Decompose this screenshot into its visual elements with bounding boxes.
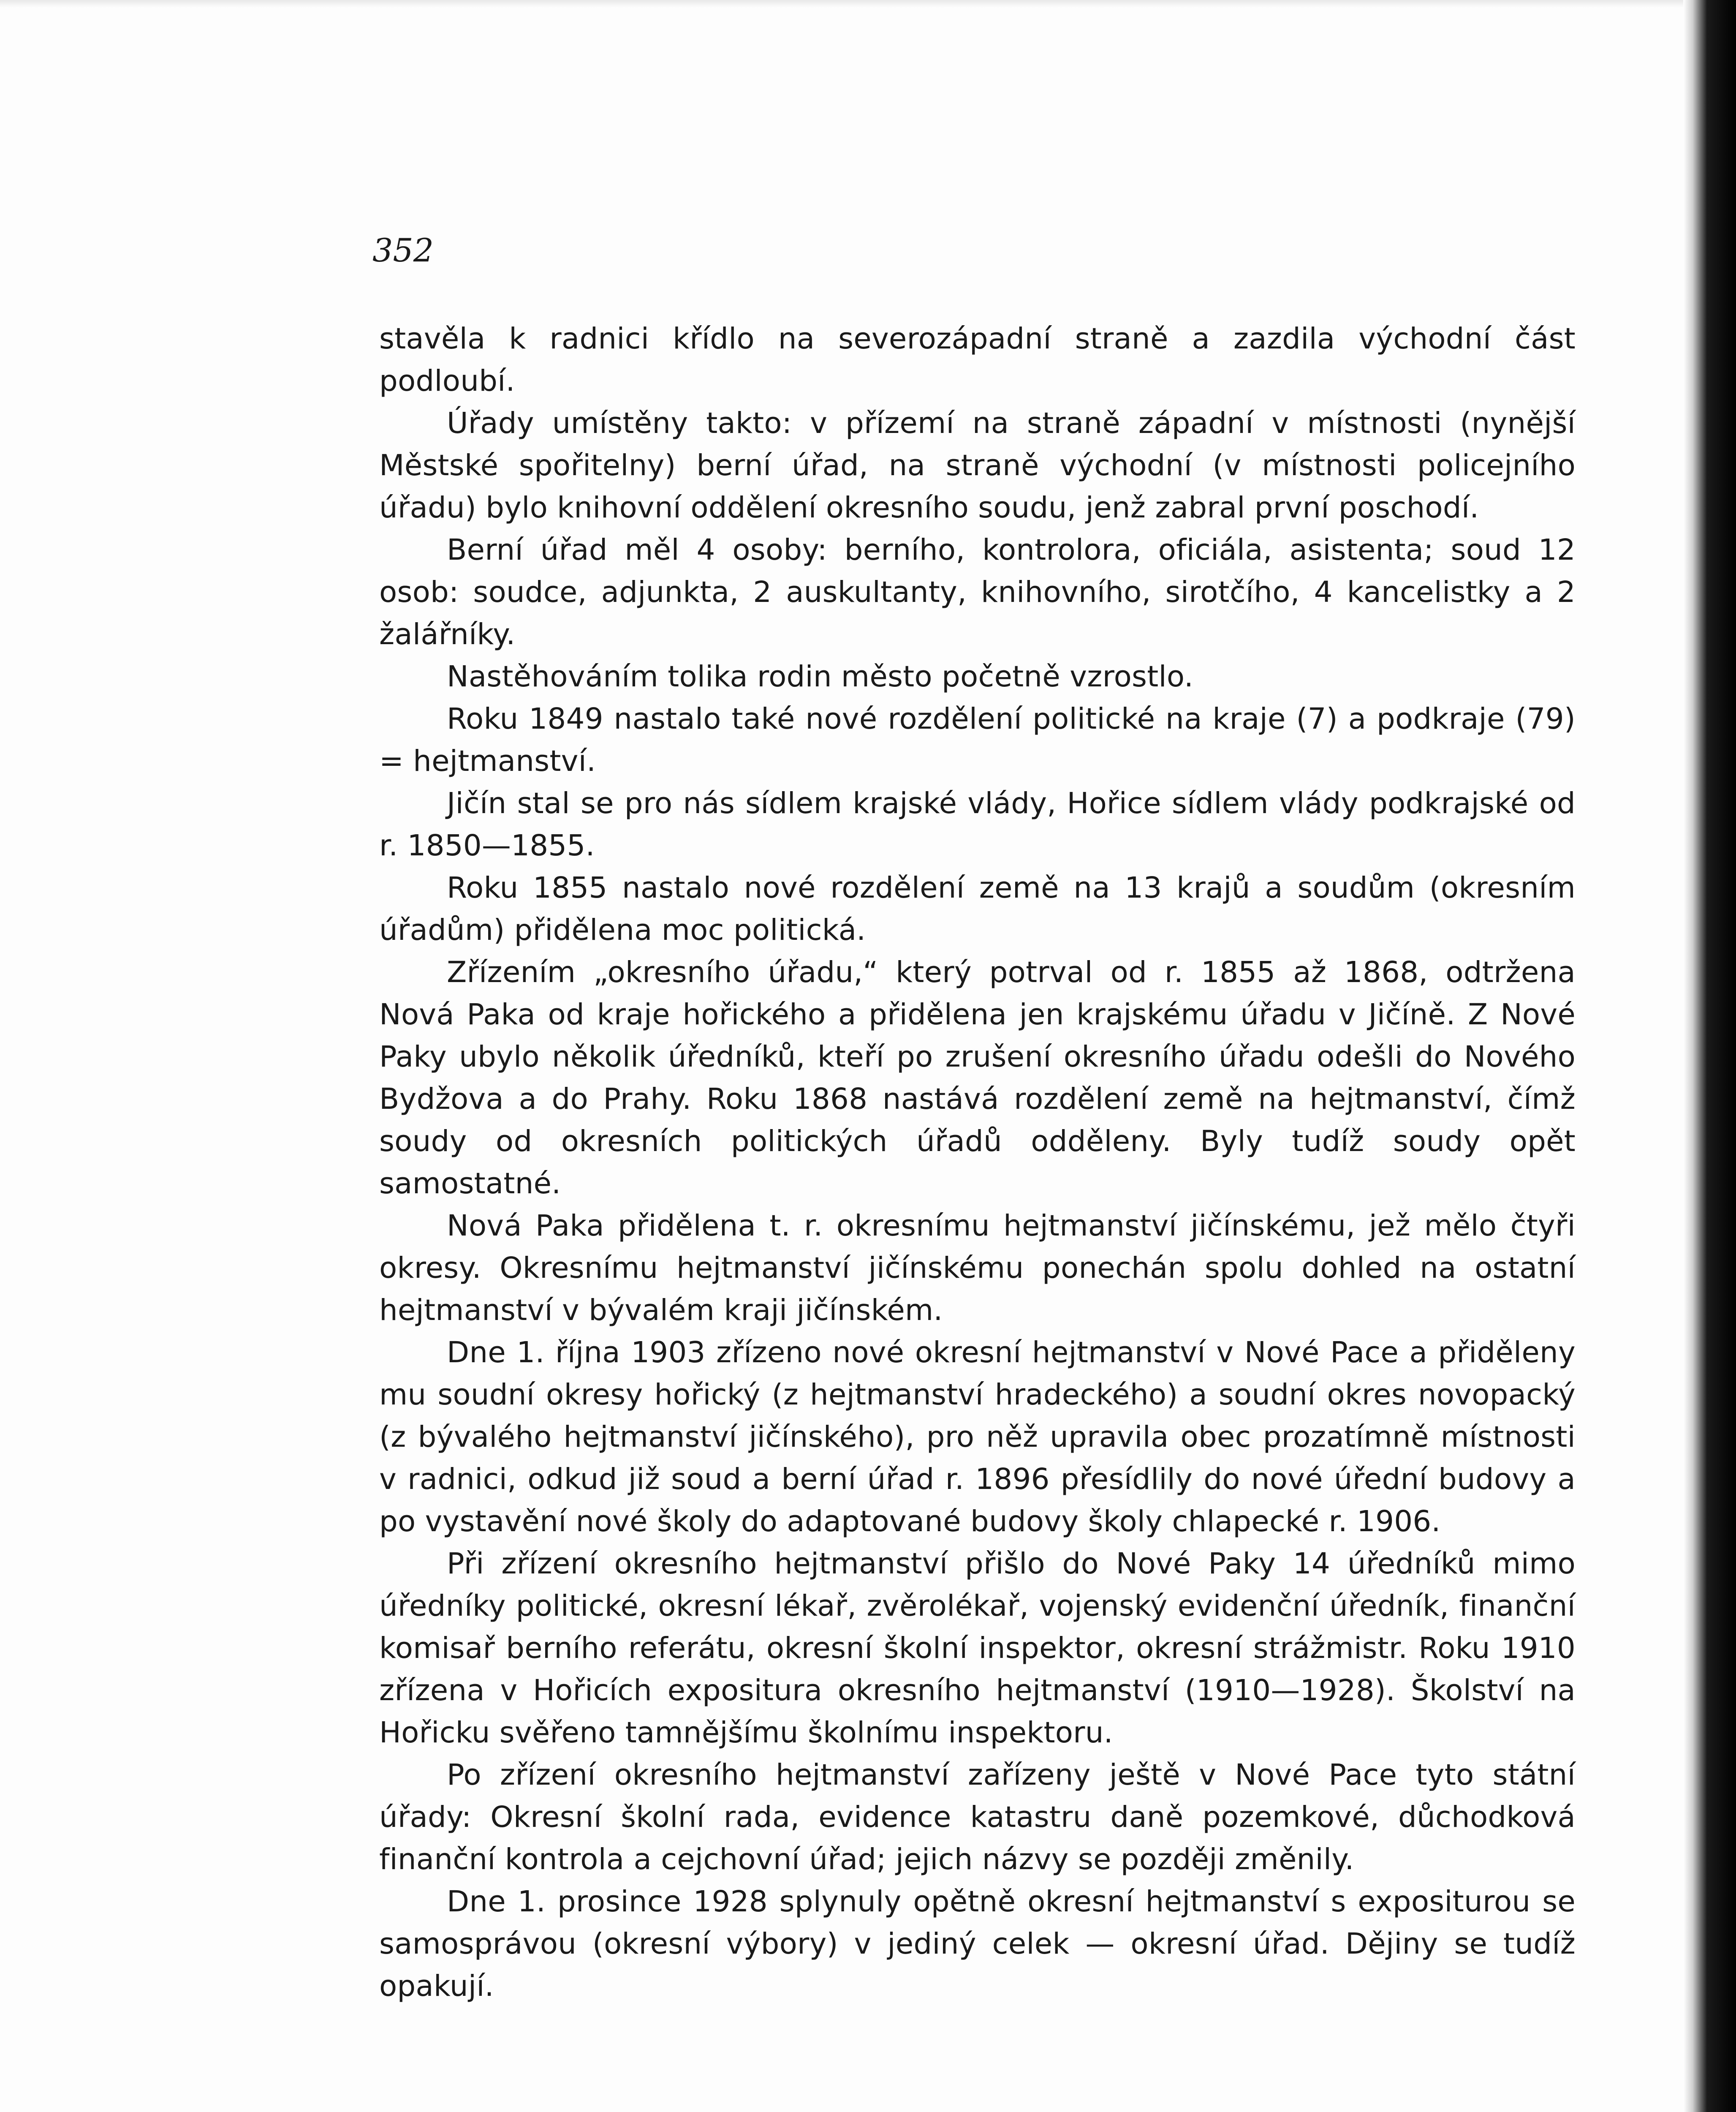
paragraph-5: Roku 1849 nastalo také nové rozdělení politické na kraje (7) a podkraje (79) = hejtmanství. xyxy=(379,702,1576,778)
page-right-edge-shadow xyxy=(1683,0,1736,2112)
paragraph-10: Dne 1. října 1903 zřízeno nové okresní hejtmanství v Nové Pace a přiděleny mu soudní okresy hořický (z hejtmanství hradeckého) a soudní okres novopacký (z bývalého hejtmanství jičínského), pro něž upravila obec prozatímně místnosti v radnici, odkud již soud a berní úřad r. 1896 přesídlily do nové úřední budovy a po vystavění nové školy do adaptované budovy školy chlapecké r. 1906. xyxy=(379,1336,1576,1538)
paragraph-2: Úřady umístěny takto: v přízemí na straně západní v místnosti (nynější Městské spořitelny) berní úřad, na straně východní (v místnosti policejního úřadu) bylo knihovní oddělení okresního soudu, jenž zabral první poschodí. xyxy=(379,406,1576,525)
paragraph-13: Dne 1. prosince 1928 splynuly opětně okresní hejtmanství s expositurou se samosprávou (okresní výbory) v jediný celek — okresní úřad. Dějiny se tudíž opakují. xyxy=(379,1885,1576,2003)
paragraph-1: stavěla k radnici křídlo na severozápadní straně a zazdila východní část podloubí. xyxy=(379,322,1576,398)
body-text xyxy=(379,318,1576,2007)
paragraph-11: Při zřízení okresního hejtmanství přišlo do Nové Paky 14 úředníků mimo úředníky politické, okresní lékař, zvěrolékař, vojenský evidenční úředník, finanční komisař berního referátu, okresní školní inspektor, okresní strážmistr. Roku 1910 zřízena v Hořicích expositura okresního hejtmanství (1910—1928). Školství na Hořicku svěřeno tamnějšímu školnímu inspektoru. xyxy=(379,1547,1576,1750)
paragraph-6: Jičín stal se pro nás sídlem krajské vlády, Hořice sídlem vlády podkrajské od r. 1850—1855. xyxy=(379,787,1576,863)
paragraph-9: Nová Paka přidělena t. r. okresnímu hejtmanství jičínskému, jež mělo čtyři okresy. Okresnímu hejtmanství jičínskému ponechán spolu dohled na ostatní hejtmanství v bývalém kraji jičínském. xyxy=(379,1209,1576,1327)
paragraph-3: Berní úřad měl 4 osoby: berního, kontrolora, oficiála, asistenta; soud 12 osob: soudce, adjunkta, 2 auskultanty, knihovního, sirotčího, 4 kancelistky a 2 žalářníky. xyxy=(379,533,1576,651)
paragraph-7: Roku 1855 nastalo nové rozdělení země na 13 krajů a soudům (okresním úřadům) přidělena moc politická. xyxy=(379,871,1576,947)
paragraph-4: Nastěhováním tolika rodin město početně vzrostlo. xyxy=(447,660,1194,694)
page-number: 352 xyxy=(372,231,434,269)
paragraph-12: Po zřízení okresního hejtmanství zařízeny ještě v Nové Pace tyto státní úřady: Okresní školní rada, evidence katastru daně pozemkové, důchodková finanční kontrola a cejchovní úřad; jejich názvy se později změnily. xyxy=(379,1758,1576,1876)
page-top-edge xyxy=(0,0,1736,8)
paragraph-8: Zřízením „okresního úřadu,“ který potrval od r. 1855 až 1868, odtržena Nová Paka od kraje hořického a přidělena jen krajskému úřadu v Jičíně. Z Nové Paky ubylo několik úředníků, kteří po zrušení okresního úřadu odešli do Nového Bydžova a do Prahy. Roku 1868 nastává rozdělení země na hejtmanství, čímž soudy od okresních politických úřadů odděleny. Byly tudíž soudy opět samostatné. xyxy=(379,955,1576,1200)
